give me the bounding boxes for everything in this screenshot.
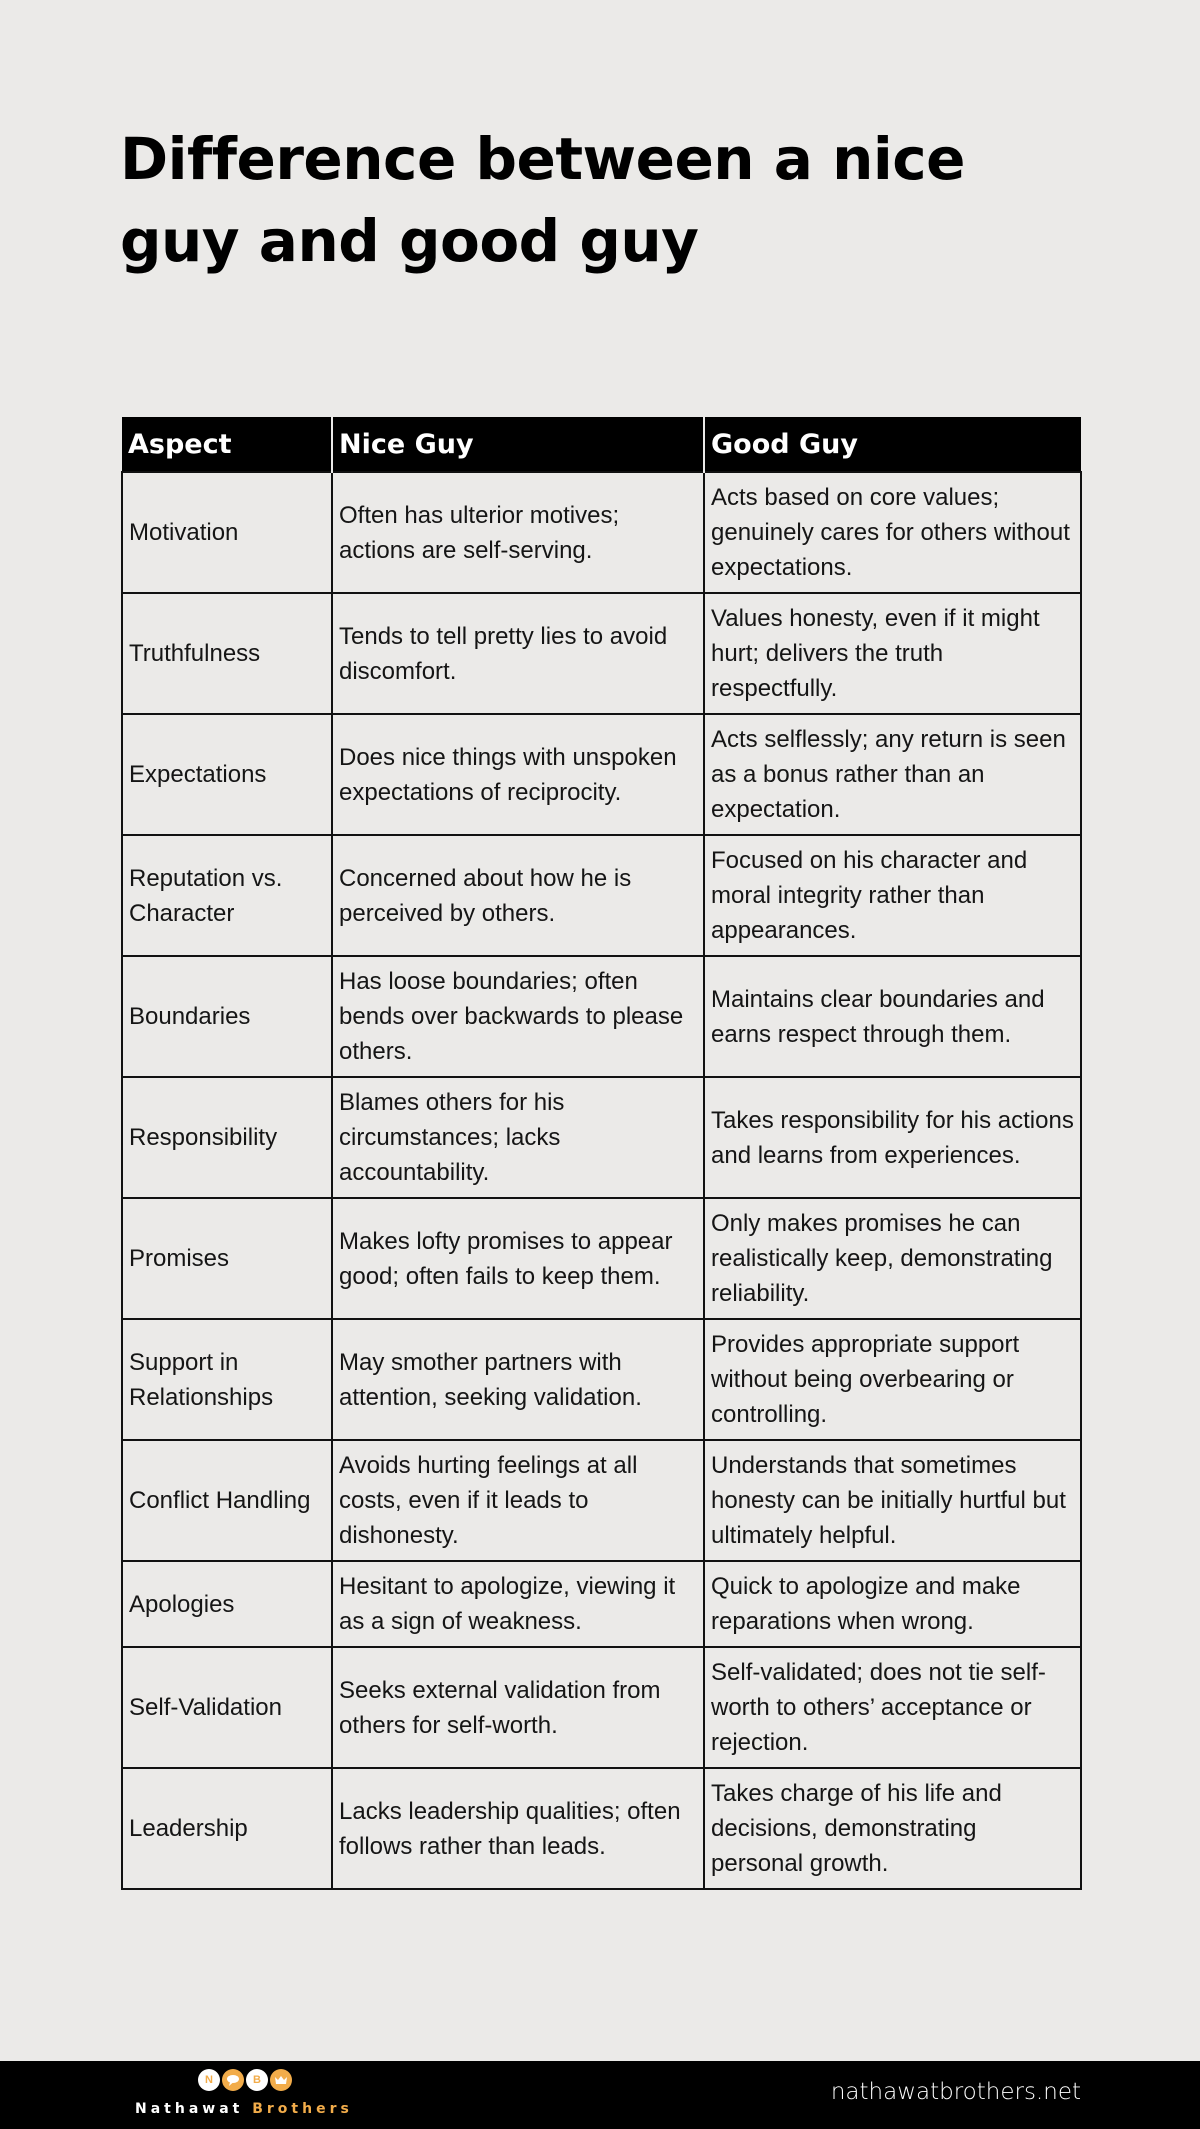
table-row — [122, 1561, 1081, 1647]
comparison-table — [121, 417, 1082, 1890]
cell-nice-guy: Does nice things with unspoken expectations of reciprocity. — [332, 714, 704, 835]
table-row — [122, 1440, 1081, 1561]
table-row — [122, 593, 1081, 714]
cell-good-guy: Understands that sometimes honesty can be initially hurtful but ultimately helpful. — [704, 1440, 1081, 1561]
cell-nice-guy: Tends to tell pretty lies to avoid discomfort. — [332, 593, 704, 714]
table-row — [122, 1319, 1081, 1440]
table-row — [122, 1198, 1081, 1319]
logo-b-icon: B — [246, 2069, 268, 2091]
brand-logo[interactable] — [130, 2067, 360, 2127]
cell-aspect: Responsibility — [122, 1077, 332, 1198]
cell-aspect: Truthfulness — [122, 593, 332, 714]
cell-good-guy: Maintains clear boundaries and earns respect through them. — [704, 956, 1081, 1077]
page-title: Difference between a nice guy and good guy — [120, 125, 966, 275]
cell-good-guy: Takes responsibility for his actions and learns from experiences. — [704, 1077, 1081, 1198]
cell-aspect: Promises — [122, 1198, 332, 1319]
logo-circles — [198, 2069, 292, 2091]
table-row — [122, 956, 1081, 1077]
cell-good-guy: Values honesty, even if it might hurt; delivers the truth respectfully. — [704, 593, 1081, 714]
cell-nice-guy: Makes lofty promises to appear good; often fails to keep them. — [332, 1198, 704, 1319]
footer — [0, 2061, 1200, 2129]
header-nice-guy: Nice Guy — [332, 417, 704, 472]
table-row — [122, 1077, 1081, 1198]
cell-nice-guy: Blames others for his circumstances; lacks accountability. — [332, 1077, 704, 1198]
cell-aspect: Leadership — [122, 1768, 332, 1889]
cell-nice-guy: Concerned about how he is perceived by others. — [332, 835, 704, 956]
table-row — [122, 835, 1081, 956]
cell-good-guy: Provides appropriate support without being overbearing or controlling. — [704, 1319, 1081, 1440]
cell-nice-guy: Often has ulterior motives; actions are self-serving. — [332, 472, 704, 593]
cell-aspect: Motivation — [122, 472, 332, 593]
cell-aspect: Expectations — [122, 714, 332, 835]
cell-good-guy: Acts selflessly; any return is seen as a bonus rather than an expectation. — [704, 714, 1081, 835]
cell-aspect: Reputation vs. Character — [122, 835, 332, 956]
table-row — [122, 1647, 1081, 1768]
cell-good-guy: Quick to apologize and make reparations when wrong. — [704, 1561, 1081, 1647]
cell-nice-guy: Avoids hurting feelings at all costs, even if it leads to dishonesty. — [332, 1440, 704, 1561]
cell-good-guy: Focused on his character and moral integrity rather than appearances. — [704, 835, 1081, 956]
cell-aspect: Apologies — [122, 1561, 332, 1647]
cell-nice-guy: Hesitant to apologize, viewing it as a sign of weakness. — [332, 1561, 704, 1647]
cell-aspect: Conflict Handling — [122, 1440, 332, 1561]
crown-icon — [270, 2069, 292, 2091]
cell-good-guy: Self-validated; does not tie self-worth to others’ acceptance or rejection. — [704, 1647, 1081, 1768]
header-aspect: Aspect — [122, 417, 332, 472]
cell-good-guy: Acts based on core values; genuinely cares for others without expectations. — [704, 472, 1081, 593]
website-link[interactable]: nathawatbrothers.net — [830, 2079, 1081, 2105]
header-good-guy: Good Guy — [704, 417, 1081, 472]
speech-bubble-icon — [222, 2069, 244, 2091]
table-row — [122, 472, 1081, 593]
cell-good-guy: Takes charge of his life and decisions, demonstrating personal growth. — [704, 1768, 1081, 1889]
logo-wordmark: Nathawat Brothers — [135, 2101, 353, 2117]
cell-nice-guy: Lacks leadership qualities; often follows rather than leads. — [332, 1768, 704, 1889]
cell-aspect: Self-Validation — [122, 1647, 332, 1768]
cell-aspect: Boundaries — [122, 956, 332, 1077]
cell-aspect: Support in Relationships — [122, 1319, 332, 1440]
table-row — [122, 714, 1081, 835]
logo-n-icon: N — [198, 2069, 220, 2091]
table-row — [122, 1768, 1081, 1889]
cell-good-guy: Only makes promises he can realistically keep, demonstrating reliability. — [704, 1198, 1081, 1319]
cell-nice-guy: Seeks external validation from others for self-worth. — [332, 1647, 704, 1768]
table-header-row — [122, 417, 1081, 472]
cell-nice-guy: May smother partners with attention, seeking validation. — [332, 1319, 704, 1440]
cell-nice-guy: Has loose boundaries; often bends over backwards to please others. — [332, 956, 704, 1077]
